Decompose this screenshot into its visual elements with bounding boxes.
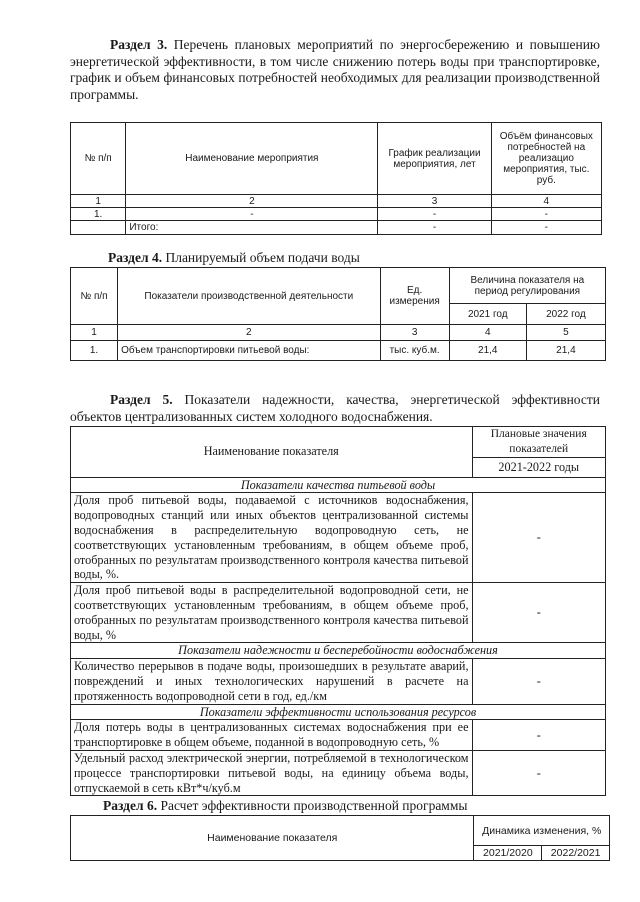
col-name-header: Наименование показателя [71,427,473,478]
indicator-value: - [472,493,606,583]
total-label: Итого: [126,221,378,235]
col-year1-header: 2021/2020 [474,846,542,861]
col-years-header: 2021-2022 годы [472,457,606,477]
total-schedule: - [378,221,491,235]
number-cell: 2 [126,195,378,208]
number-row [71,195,602,208]
number-cell: 5 [526,325,605,341]
col-plan-header: Плановые значения показателей [472,427,606,458]
indicator-text: Удельный расход электрической энергии, потребляемой в технологическом процессе транспортировки питьевой воды, на единицу объема воды, отпускаемой в сеть кВт*ч/куб.м [71,750,473,795]
group-title: Показатели качества питьевой воды [71,477,606,493]
group-title: Показатели эффективности использования ресурсов [71,704,606,720]
table-row [71,750,606,795]
indicator-value: - [472,750,606,795]
col-2022-header: 2022 год [526,304,605,325]
number-row [71,325,606,341]
col-dynamics-header: Динамика изменения, % [474,816,610,846]
section5-label: Раздел 5. [110,392,173,407]
section3-text: Перечень плановых мероприятий по энергосбережению и повышению энергетической эффективности, в том числе снижению потерь воды при транспортировке, график и объем финансовых потребностей необходимых для реализации производственной программы. [70,37,600,102]
section5-heading [70,392,600,425]
section5-text: Показатели надежности, качества, энергетической эффективности объектов централизованных систем холодного водоснабжения. [70,392,601,424]
section6-heading [103,798,523,815]
row-num: 1. [71,341,118,361]
col-measure-header: Наименование мероприятия [126,123,378,195]
number-cell: 4 [491,195,601,208]
row-value-2021: 21,4 [449,341,526,361]
group-title: Показатели надежности и бесперебойности водоснабжения [71,643,606,659]
col-year2-header: 2022/2021 [542,846,610,861]
number-cell: 3 [378,195,491,208]
indicators-table [70,426,606,796]
section6-text: Расчет эффективности производственной программы [160,798,468,813]
row-name: Объем транспортировки питьевой воды: [118,341,380,361]
table-row [71,341,606,361]
col-finance-header: Объём финансовых потребностей на реализацио мероприятия, тыс. руб. [491,123,601,195]
section6-label: Раздел 6. [103,798,158,813]
group-row [71,643,606,659]
number-cell: 1 [71,325,118,341]
indicator-value: - [472,583,606,643]
measures-table [70,122,602,235]
table-row [71,208,602,221]
group-row [71,477,606,493]
row-value-2022: 21,4 [526,341,605,361]
group-row [71,704,606,720]
water-supply-table [70,267,606,361]
indicator-value: - [472,720,606,751]
table-row [71,493,606,583]
total-finance: - [491,221,601,235]
col-indicator-header: Показатели производственной деятельности [118,268,380,325]
row-name: - [126,208,378,221]
col-value-header: Величина показателя на период регулирования [449,268,605,304]
row-unit: тыс. куб.м. [380,341,449,361]
col-2021-header: 2021 год [449,304,526,325]
row-num: 1. [71,208,126,221]
section4-text: Планируемый объем подачи воды [165,250,360,265]
indicator-text: Количество перерывов в подаче воды, произошедших в результате аварий, повреждений и иных технологических нарушений в расчете на протяженность водопроводной сети в год, ед./км [71,659,473,704]
row-schedule: - [378,208,491,221]
indicator-value: - [472,659,606,704]
section3-label: Раздел 3. [110,37,168,52]
indicator-text: Доля проб питьевой воды в распределительной водопроводной сети, не соответствующих установленным требованиям, в общем объеме проб, отобранных по результатам производственного контроля качества питьевой воды, % [71,583,473,643]
section4-label: Раздел 4. [108,250,163,265]
indicator-text: Доля проб питьевой воды, подаваемой с источников водоснабжения, водопроводных станций или иных объектов централизованной системы водоснабжения в распределительную водопроводную сеть, не соответствующих установленным требованиям, в общем объеме проб, отобранных по результатам производственного контроля качества питьевой воды, %. [71,493,473,583]
col-num-header: № п/п [71,268,118,325]
table-row [71,659,606,704]
row-finance: - [491,208,601,221]
efficiency-table [70,815,610,861]
col-name-header: Наименование показателя [71,816,474,861]
number-cell: 2 [118,325,380,341]
total-row [71,221,602,235]
number-cell: 4 [449,325,526,341]
indicator-text: Доля потерь воды в централизованных системах водоснабжения при ее транспортировке в общем объеме, поданной в водопроводную сеть, % [71,720,473,751]
number-cell: 3 [380,325,449,341]
number-cell: 1 [71,195,126,208]
col-unit-header: Ед. измерения [380,268,449,325]
section3-heading [70,37,600,103]
col-schedule-header: График реализации мероприятия, лет [378,123,491,195]
section4-heading [108,250,508,267]
table-row [71,583,606,643]
col-num-header: № п/п [71,123,126,195]
table-row [71,720,606,751]
